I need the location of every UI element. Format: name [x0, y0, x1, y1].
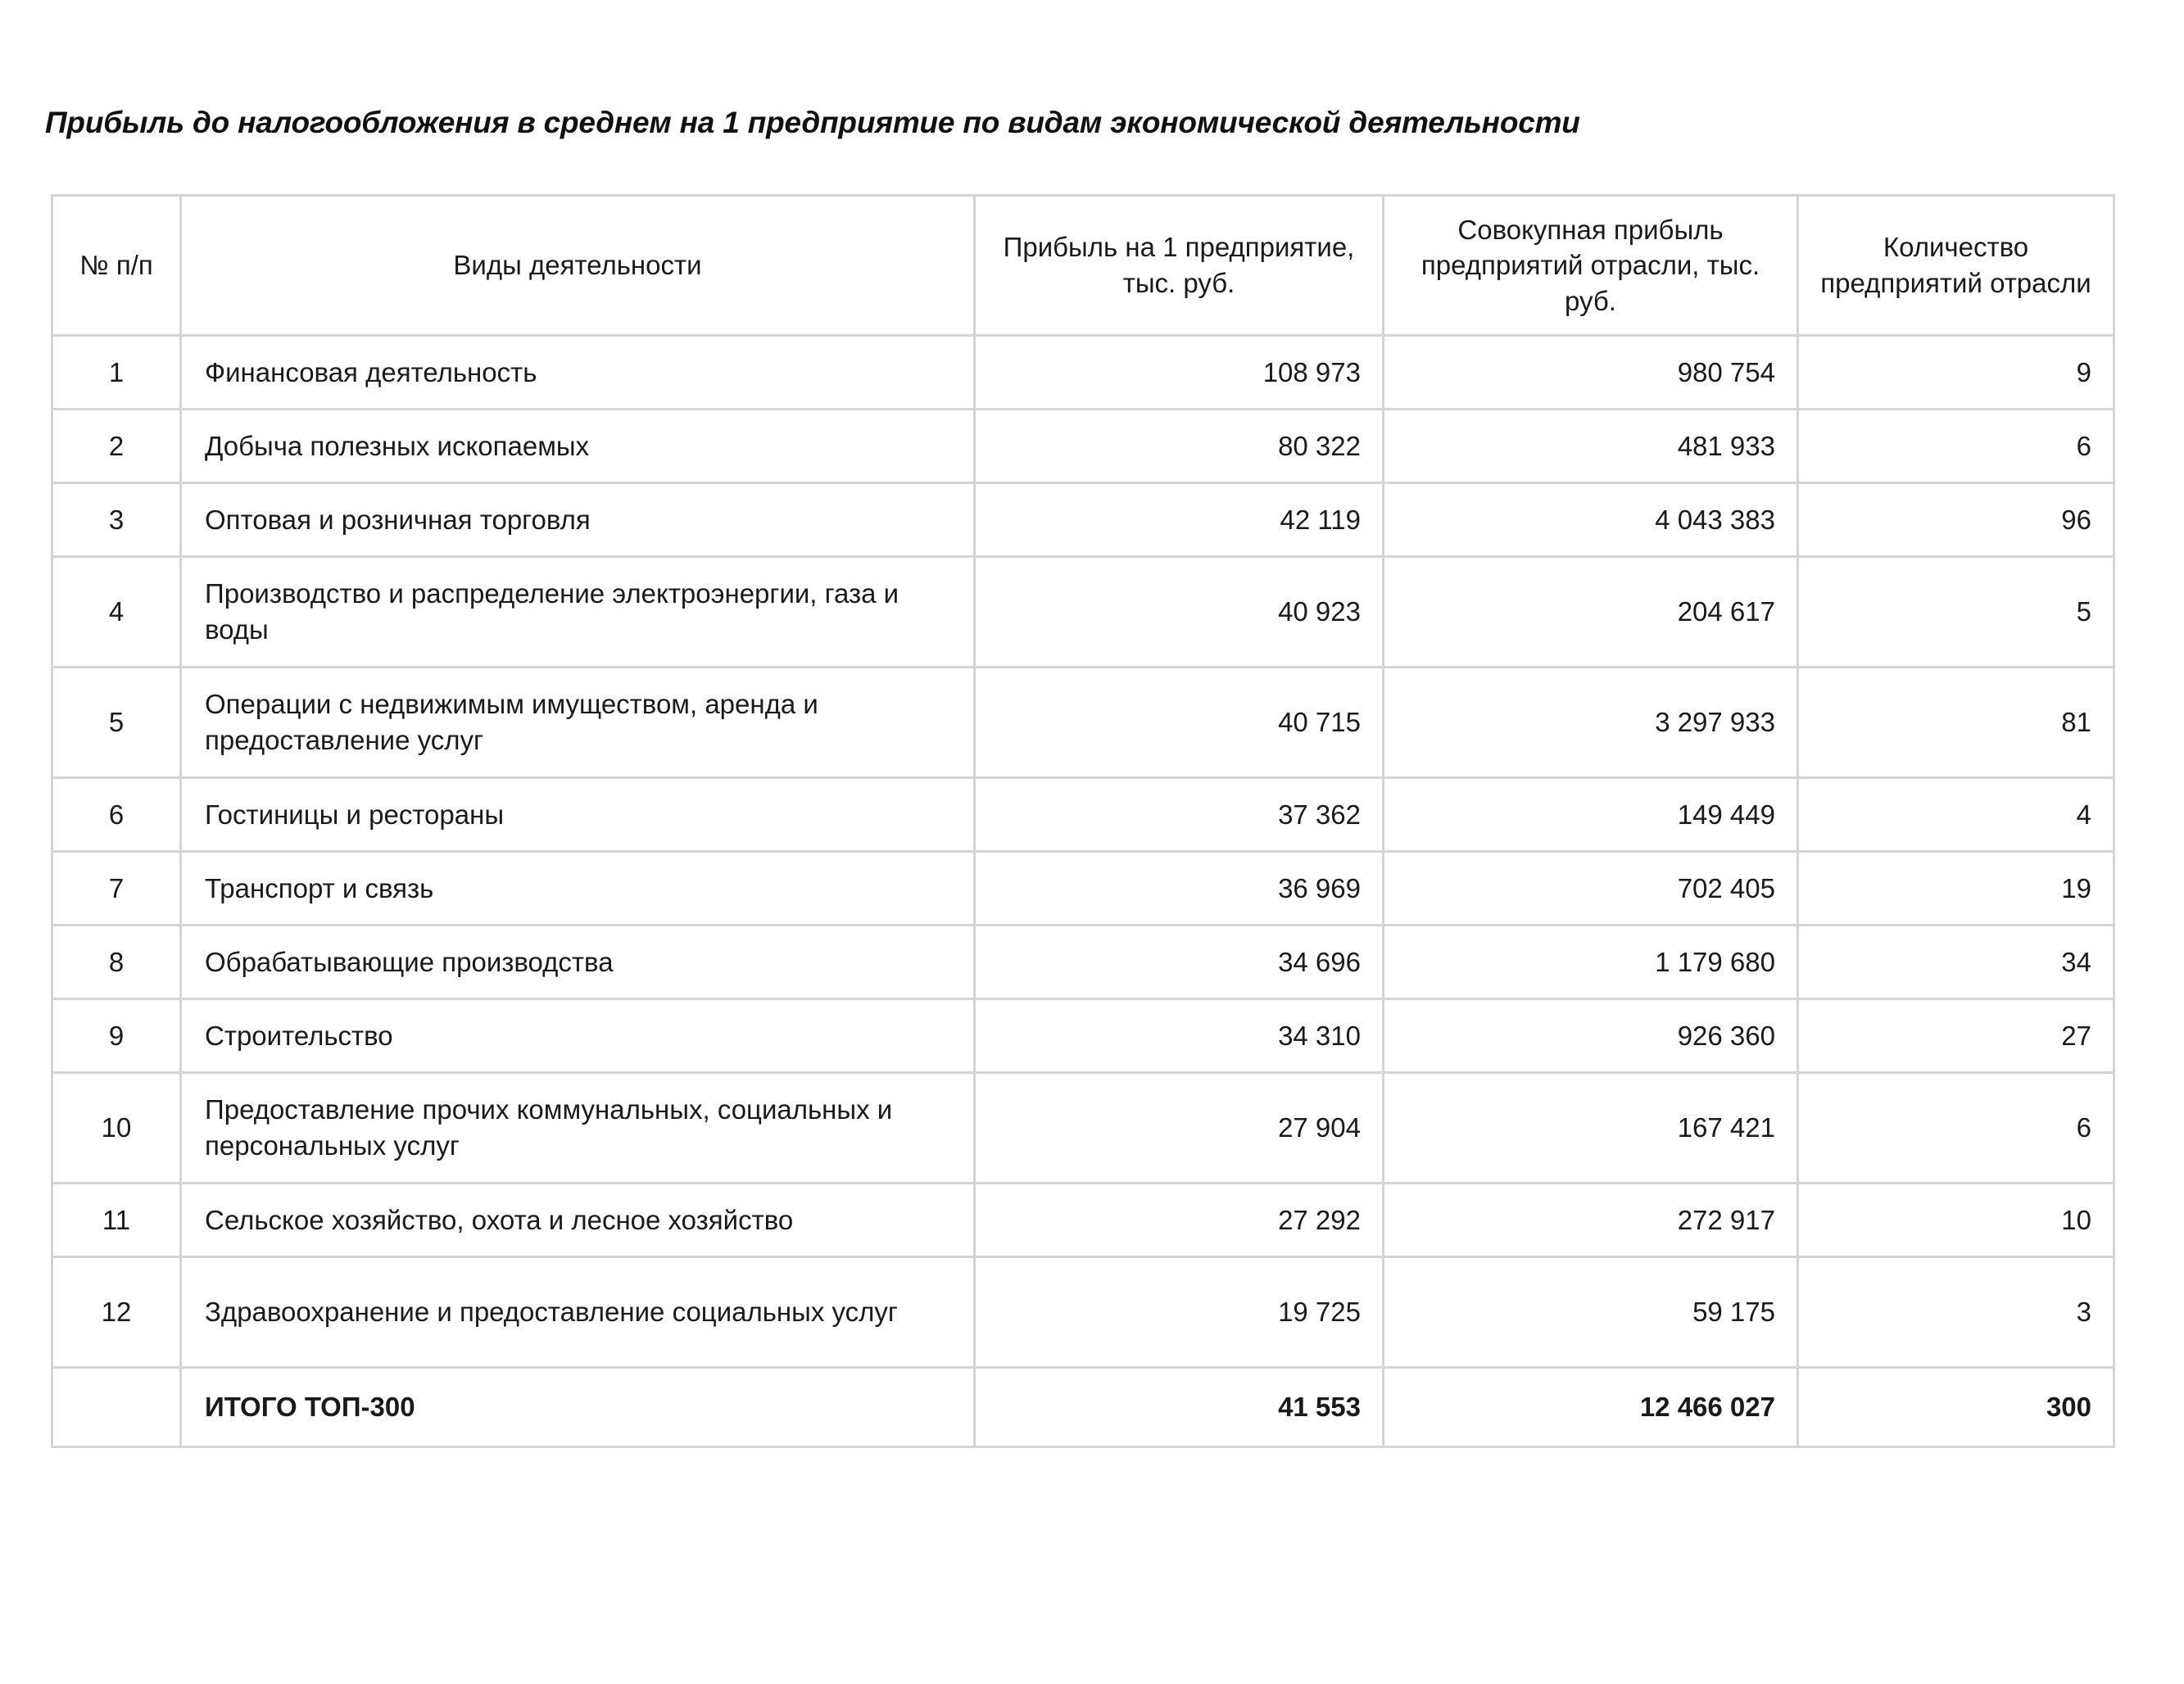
table-row — [52, 999, 2114, 1073]
cell-total-profit: 167 421 — [1384, 1073, 1798, 1184]
column-header-activity: Виды деятельности — [181, 196, 975, 336]
cell-row-number: 3 — [52, 483, 181, 557]
table-row — [52, 483, 2114, 557]
cell-enterprise-count: 10 — [1798, 1184, 2114, 1257]
cell-profit-per-enterprise: 19 725 — [975, 1257, 1384, 1368]
table-container — [51, 194, 2113, 1448]
column-header-num: № п/п — [52, 196, 181, 336]
cell-activity-name: Добыча полезных ископаемых — [181, 410, 975, 483]
cell-profit-per-enterprise: 40 715 — [975, 668, 1384, 778]
cell-row-number: 9 — [52, 999, 181, 1073]
cell-activity-name: Здравоохранение и предоставление социальных услуг — [181, 1257, 975, 1368]
cell-total-profit: 4 043 383 — [1384, 483, 1798, 557]
table-header — [52, 196, 2114, 336]
cell-profit-per-enterprise: 42 119 — [975, 483, 1384, 557]
cell-total-profit: 481 933 — [1384, 410, 1798, 483]
table-total-row — [52, 1368, 2114, 1447]
cell-row-number: 12 — [52, 1257, 181, 1368]
profit-table — [51, 194, 2115, 1448]
cell-total-profit: 204 617 — [1384, 557, 1798, 668]
cell-activity-name: Финансовая деятельность — [181, 336, 975, 410]
cell-activity-name: Операции с недвижимым имуществом, аренда и предоставление услуг — [181, 668, 975, 778]
cell-total-profit: 702 405 — [1384, 852, 1798, 926]
table-row — [52, 668, 2114, 778]
cell-total-profit: 1 179 680 — [1384, 926, 1798, 999]
cell-profit-per-enterprise: 27 904 — [975, 1073, 1384, 1184]
table-row — [52, 1184, 2114, 1257]
table-header-row — [52, 196, 2114, 336]
cell-enterprise-count: 27 — [1798, 999, 2114, 1073]
table-row — [52, 557, 2114, 668]
cell-activity-name: Строительство — [181, 999, 975, 1073]
cell-enterprise-count: 6 — [1798, 1073, 2114, 1184]
cell-row-number: 11 — [52, 1184, 181, 1257]
cell-profit-per-enterprise: 37 362 — [975, 778, 1384, 852]
table-row — [52, 1073, 2114, 1184]
table-row — [52, 852, 2114, 926]
cell-total-profit: 59 175 — [1384, 1257, 1798, 1368]
cell-profit-per-enterprise: 36 969 — [975, 852, 1384, 926]
cell-activity-name: Обрабатывающие производства — [181, 926, 975, 999]
total-row-label: ИТОГО ТОП-300 — [181, 1368, 975, 1447]
cell-profit-per-enterprise: 27 292 — [975, 1184, 1384, 1257]
cell-total-profit: 149 449 — [1384, 778, 1798, 852]
cell-profit-per-enterprise: 108 973 — [975, 336, 1384, 410]
cell-activity-name: Гостиницы и рестораны — [181, 778, 975, 852]
cell-enterprise-count: 9 — [1798, 336, 2114, 410]
cell-total-profit: 272 917 — [1384, 1184, 1798, 1257]
column-header-enterprise-count: Количество предприятий отрасли — [1798, 196, 2114, 336]
cell-enterprise-count: 81 — [1798, 668, 2114, 778]
cell-row-number: 10 — [52, 1073, 181, 1184]
cell-total-profit: 3 297 933 — [1384, 668, 1798, 778]
total-enterprise-count: 300 — [1798, 1368, 2114, 1447]
total-row-number — [52, 1368, 181, 1447]
table-body — [52, 336, 2114, 1447]
cell-row-number: 4 — [52, 557, 181, 668]
table-row — [52, 336, 2114, 410]
cell-activity-name: Транспорт и связь — [181, 852, 975, 926]
cell-profit-per-enterprise: 34 310 — [975, 999, 1384, 1073]
cell-row-number: 8 — [52, 926, 181, 999]
cell-enterprise-count: 6 — [1798, 410, 2114, 483]
table-row — [52, 778, 2114, 852]
cell-enterprise-count: 34 — [1798, 926, 2114, 999]
cell-activity-name: Предоставление прочих коммунальных, социальных и персональных услуг — [181, 1073, 975, 1184]
cell-activity-name: Производство и распределение электроэнергии, газа и воды — [181, 557, 975, 668]
cell-enterprise-count: 5 — [1798, 557, 2114, 668]
column-header-profit-per-enterprise: Прибыль на 1 предприятие, тыс. руб. — [975, 196, 1384, 336]
cell-profit-per-enterprise: 34 696 — [975, 926, 1384, 999]
total-total-profit: 12 466 027 — [1384, 1368, 1798, 1447]
cell-row-number: 6 — [52, 778, 181, 852]
cell-enterprise-count: 3 — [1798, 1257, 2114, 1368]
cell-row-number: 5 — [52, 668, 181, 778]
table-row — [52, 1257, 2114, 1368]
cell-profit-per-enterprise: 80 322 — [975, 410, 1384, 483]
cell-enterprise-count: 19 — [1798, 852, 2114, 926]
table-row — [52, 926, 2114, 999]
total-profit-per-enterprise: 41 553 — [975, 1368, 1384, 1447]
cell-profit-per-enterprise: 40 923 — [975, 557, 1384, 668]
page-title: Прибыль до налогообложения в среднем на 1 предприятие по видам экономической деятельности — [45, 106, 1580, 139]
cell-activity-name: Сельское хозяйство, охота и лесное хозяйство — [181, 1184, 975, 1257]
cell-total-profit: 926 360 — [1384, 999, 1798, 1073]
cell-row-number: 7 — [52, 852, 181, 926]
cell-row-number: 1 — [52, 336, 181, 410]
cell-row-number: 2 — [52, 410, 181, 483]
cell-activity-name: Оптовая и розничная торговля — [181, 483, 975, 557]
column-header-total-profit: Совокупная прибыль предприятий отрасли, тыс. руб. — [1384, 196, 1798, 336]
cell-enterprise-count: 96 — [1798, 483, 2114, 557]
cell-enterprise-count: 4 — [1798, 778, 2114, 852]
cell-total-profit: 980 754 — [1384, 336, 1798, 410]
table-row — [52, 410, 2114, 483]
